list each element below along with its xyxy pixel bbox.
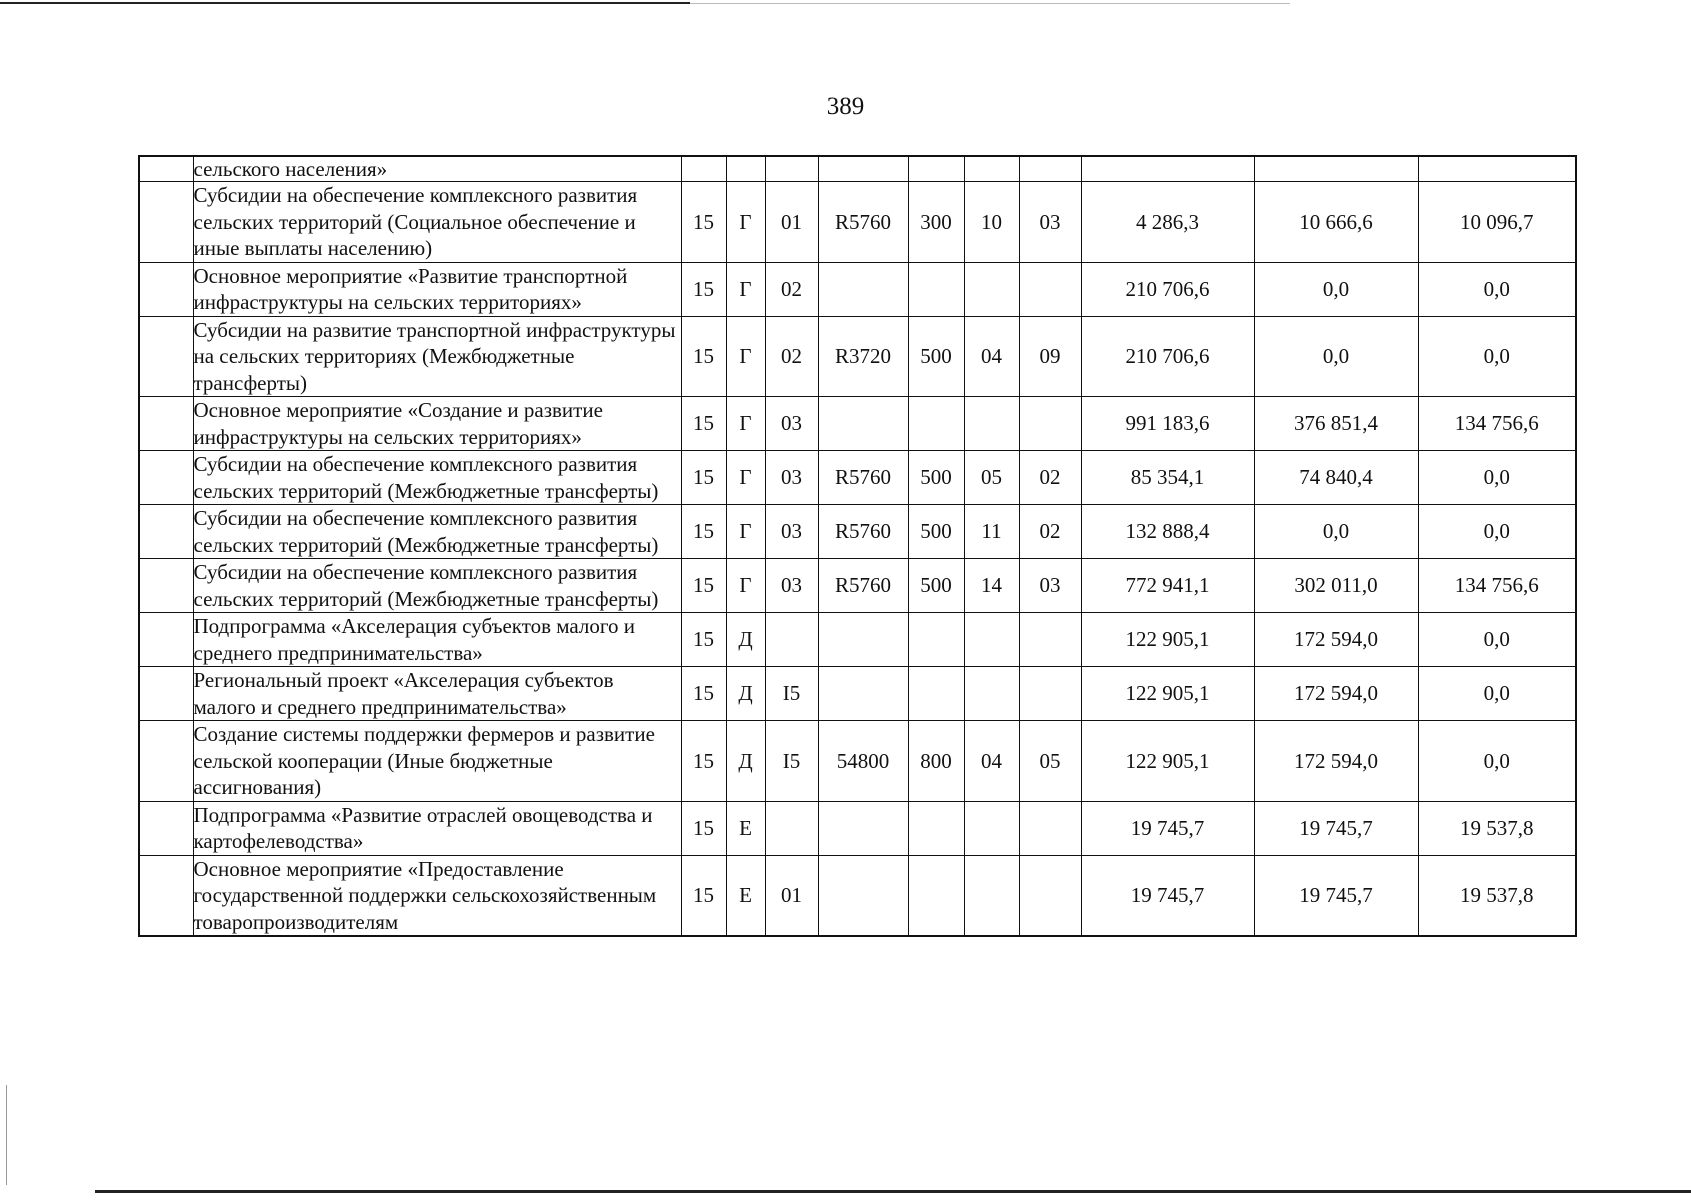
- code-program: 15: [681, 855, 726, 936]
- code-expense-type: [908, 156, 964, 182]
- code-expense-type: 500: [908, 451, 964, 505]
- code-subsection: 03: [1019, 559, 1081, 613]
- code-section: 04: [964, 316, 1019, 397]
- code-expense-type: [908, 262, 964, 316]
- table-body: [139, 156, 1576, 936]
- code-program: [681, 156, 726, 182]
- code-expense-type: 300: [908, 182, 964, 263]
- code-subprogram: Г: [726, 262, 765, 316]
- code-program: 15: [681, 397, 726, 451]
- code-program: 15: [681, 316, 726, 397]
- code-direction: [818, 801, 908, 855]
- row-number-cell: [139, 505, 193, 559]
- code-subprogram: Д: [726, 667, 765, 721]
- code-direction: [818, 855, 908, 936]
- amount-year-3: 0,0: [1418, 316, 1576, 397]
- code-section: [964, 262, 1019, 316]
- amount-year-3: [1418, 156, 1576, 182]
- code-subprogram: Г: [726, 182, 765, 263]
- amount-year-3: 0,0: [1418, 262, 1576, 316]
- code-subprogram: [726, 156, 765, 182]
- code-subprogram: Е: [726, 801, 765, 855]
- code-activity: 01: [765, 855, 818, 936]
- amount-year-1: 210 706,6: [1081, 262, 1254, 316]
- code-section: 11: [964, 505, 1019, 559]
- code-subprogram: Д: [726, 613, 765, 667]
- code-section: [964, 156, 1019, 182]
- row-name: Подпрограмма «Развитие отраслей овощеводства и картофелеводства»: [193, 801, 681, 855]
- table-row: [139, 397, 1576, 451]
- row-number-cell: [139, 262, 193, 316]
- code-subsection: 02: [1019, 451, 1081, 505]
- scan-margin-mark: [6, 1085, 7, 1185]
- code-section: [964, 667, 1019, 721]
- code-activity: [765, 613, 818, 667]
- code-section: 14: [964, 559, 1019, 613]
- code-activity: [765, 156, 818, 182]
- amount-year-3: 19 537,8: [1418, 801, 1576, 855]
- row-name: Субсидии на обеспечение комплексного развития сельских территорий (Межбюджетные трансферты): [193, 559, 681, 613]
- code-subprogram: Г: [726, 505, 765, 559]
- amount-year-2: [1254, 156, 1418, 182]
- amount-year-1: 122 905,1: [1081, 667, 1254, 721]
- code-section: [964, 397, 1019, 451]
- code-subsection: [1019, 801, 1081, 855]
- table-row: [139, 182, 1576, 263]
- table-row: [139, 855, 1576, 936]
- code-direction: R5760: [818, 451, 908, 505]
- code-subprogram: Д: [726, 721, 765, 802]
- code-subprogram: Г: [726, 451, 765, 505]
- amount-year-1: 85 354,1: [1081, 451, 1254, 505]
- code-expense-type: 500: [908, 505, 964, 559]
- code-program: 15: [681, 667, 726, 721]
- amount-year-3: 0,0: [1418, 667, 1576, 721]
- row-name: Создание системы поддержки фермеров и развитие сельской кооперации (Иные бюджетные ассигнования): [193, 721, 681, 802]
- code-expense-type: [908, 613, 964, 667]
- code-subsection: [1019, 397, 1081, 451]
- code-section: 05: [964, 451, 1019, 505]
- row-name: Субсидии на развитие транспортной инфраструктуры на сельских территориях (Межбюджетные трансферты): [193, 316, 681, 397]
- code-direction: [818, 262, 908, 316]
- amount-year-1: 991 183,6: [1081, 397, 1254, 451]
- code-direction: [818, 156, 908, 182]
- code-direction: R5760: [818, 182, 908, 263]
- row-number-cell: [139, 316, 193, 397]
- amount-year-1: 19 745,7: [1081, 801, 1254, 855]
- amount-year-3: 0,0: [1418, 613, 1576, 667]
- code-expense-type: [908, 397, 964, 451]
- code-program: 15: [681, 801, 726, 855]
- code-subsection: [1019, 855, 1081, 936]
- code-subsection: [1019, 667, 1081, 721]
- table-row: [139, 451, 1576, 505]
- code-direction: R3720: [818, 316, 908, 397]
- code-subprogram: Г: [726, 316, 765, 397]
- code-subsection: 02: [1019, 505, 1081, 559]
- row-number-cell: [139, 801, 193, 855]
- amount-year-2: 19 745,7: [1254, 855, 1418, 936]
- code-expense-type: 500: [908, 316, 964, 397]
- page-number: 389: [826, 93, 865, 120]
- amount-year-2: 19 745,7: [1254, 801, 1418, 855]
- row-number-cell: [139, 397, 193, 451]
- amount-year-1: 122 905,1: [1081, 721, 1254, 802]
- code-subprogram: Е: [726, 855, 765, 936]
- code-activity: I5: [765, 667, 818, 721]
- row-number-cell: [139, 855, 193, 936]
- code-program: 15: [681, 505, 726, 559]
- code-expense-type: [908, 801, 964, 855]
- code-program: 15: [681, 559, 726, 613]
- row-name: Основное мероприятие «Развитие транспортной инфраструктуры на сельских территориях»: [193, 262, 681, 316]
- code-activity: [765, 801, 818, 855]
- row-number-cell: [139, 667, 193, 721]
- code-subsection: [1019, 156, 1081, 182]
- table-row: [139, 316, 1576, 397]
- code-activity: 01: [765, 182, 818, 263]
- code-section: 10: [964, 182, 1019, 263]
- row-name: Субсидии на обеспечение комплексного развития сельских территорий (Социальное обеспечение и иные выплаты населению): [193, 182, 681, 263]
- code-activity: I5: [765, 721, 818, 802]
- table-row: [139, 721, 1576, 802]
- amount-year-2: 172 594,0: [1254, 613, 1418, 667]
- amount-year-2: 172 594,0: [1254, 721, 1418, 802]
- amount-year-3: 134 756,6: [1418, 559, 1576, 613]
- table-row: [139, 156, 1576, 182]
- top-edge-rule: [0, 2, 690, 4]
- code-subprogram: Г: [726, 559, 765, 613]
- code-expense-type: [908, 855, 964, 936]
- code-subprogram: Г: [726, 397, 765, 451]
- amount-year-3: 10 096,7: [1418, 182, 1576, 263]
- code-activity: 02: [765, 316, 818, 397]
- code-expense-type: 800: [908, 721, 964, 802]
- code-subsection: 03: [1019, 182, 1081, 263]
- row-name: Основное мероприятие «Предоставление государственной поддержки сельскохозяйственным товаропроизводителям: [193, 855, 681, 936]
- code-program: 15: [681, 182, 726, 263]
- code-expense-type: 500: [908, 559, 964, 613]
- code-direction: R5760: [818, 505, 908, 559]
- row-name: Подпрограмма «Акселерация субъектов малого и среднего предпринимательства»: [193, 613, 681, 667]
- code-expense-type: [908, 667, 964, 721]
- code-section: [964, 855, 1019, 936]
- code-program: 15: [681, 721, 726, 802]
- code-section: 04: [964, 721, 1019, 802]
- row-number-cell: [139, 451, 193, 505]
- amount-year-2: 172 594,0: [1254, 667, 1418, 721]
- amount-year-1: 19 745,7: [1081, 855, 1254, 936]
- code-direction: [818, 397, 908, 451]
- amount-year-1: [1081, 156, 1254, 182]
- code-program: 15: [681, 613, 726, 667]
- bottom-edge-rule: [95, 1190, 1691, 1193]
- amount-year-3: 0,0: [1418, 505, 1576, 559]
- row-number-cell: [139, 156, 193, 182]
- code-activity: 03: [765, 559, 818, 613]
- table-row: [139, 559, 1576, 613]
- top-edge-thin-rule: [690, 3, 1290, 4]
- row-name: Субсидии на обеспечение комплексного развития сельских территорий (Межбюджетные трансферты): [193, 451, 681, 505]
- amount-year-2: 74 840,4: [1254, 451, 1418, 505]
- amount-year-2: 376 851,4: [1254, 397, 1418, 451]
- code-direction: [818, 613, 908, 667]
- row-name: Региональный проект «Акселерация субъектов малого и среднего предпринимательства»: [193, 667, 681, 721]
- code-direction: 54800: [818, 721, 908, 802]
- code-program: 15: [681, 262, 726, 316]
- table-row: [139, 613, 1576, 667]
- amount-year-2: 0,0: [1254, 505, 1418, 559]
- code-direction: [818, 667, 908, 721]
- code-section: [964, 613, 1019, 667]
- row-number-cell: [139, 613, 193, 667]
- amount-year-1: 122 905,1: [1081, 613, 1254, 667]
- amount-year-1: 132 888,4: [1081, 505, 1254, 559]
- code-subsection: [1019, 613, 1081, 667]
- table-row: [139, 262, 1576, 316]
- row-name: Субсидии на обеспечение комплексного развития сельских территорий (Межбюджетные трансферты): [193, 505, 681, 559]
- code-activity: 02: [765, 262, 818, 316]
- amount-year-3: 134 756,6: [1418, 397, 1576, 451]
- amount-year-2: 302 011,0: [1254, 559, 1418, 613]
- amount-year-3: 0,0: [1418, 721, 1576, 802]
- amount-year-2: 0,0: [1254, 262, 1418, 316]
- code-activity: 03: [765, 451, 818, 505]
- budget-table: [138, 155, 1577, 937]
- amount-year-2: 10 666,6: [1254, 182, 1418, 263]
- code-program: 15: [681, 451, 726, 505]
- code-activity: 03: [765, 397, 818, 451]
- row-number-cell: [139, 721, 193, 802]
- code-direction: R5760: [818, 559, 908, 613]
- row-name: Основное мероприятие «Создание и развитие инфраструктуры на сельских территориях»: [193, 397, 681, 451]
- amount-year-1: 4 286,3: [1081, 182, 1254, 263]
- amount-year-3: 0,0: [1418, 451, 1576, 505]
- row-name: сельского населения»: [193, 156, 681, 182]
- code-subsection: 05: [1019, 721, 1081, 802]
- amount-year-1: 772 941,1: [1081, 559, 1254, 613]
- table-row: [139, 505, 1576, 559]
- amount-year-3: 19 537,8: [1418, 855, 1576, 936]
- amount-year-2: 0,0: [1254, 316, 1418, 397]
- amount-year-1: 210 706,6: [1081, 316, 1254, 397]
- row-number-cell: [139, 182, 193, 263]
- code-section: [964, 801, 1019, 855]
- table-row: [139, 801, 1576, 855]
- code-subsection: 09: [1019, 316, 1081, 397]
- row-number-cell: [139, 559, 193, 613]
- code-subsection: [1019, 262, 1081, 316]
- table-row: [139, 667, 1576, 721]
- code-activity: 03: [765, 505, 818, 559]
